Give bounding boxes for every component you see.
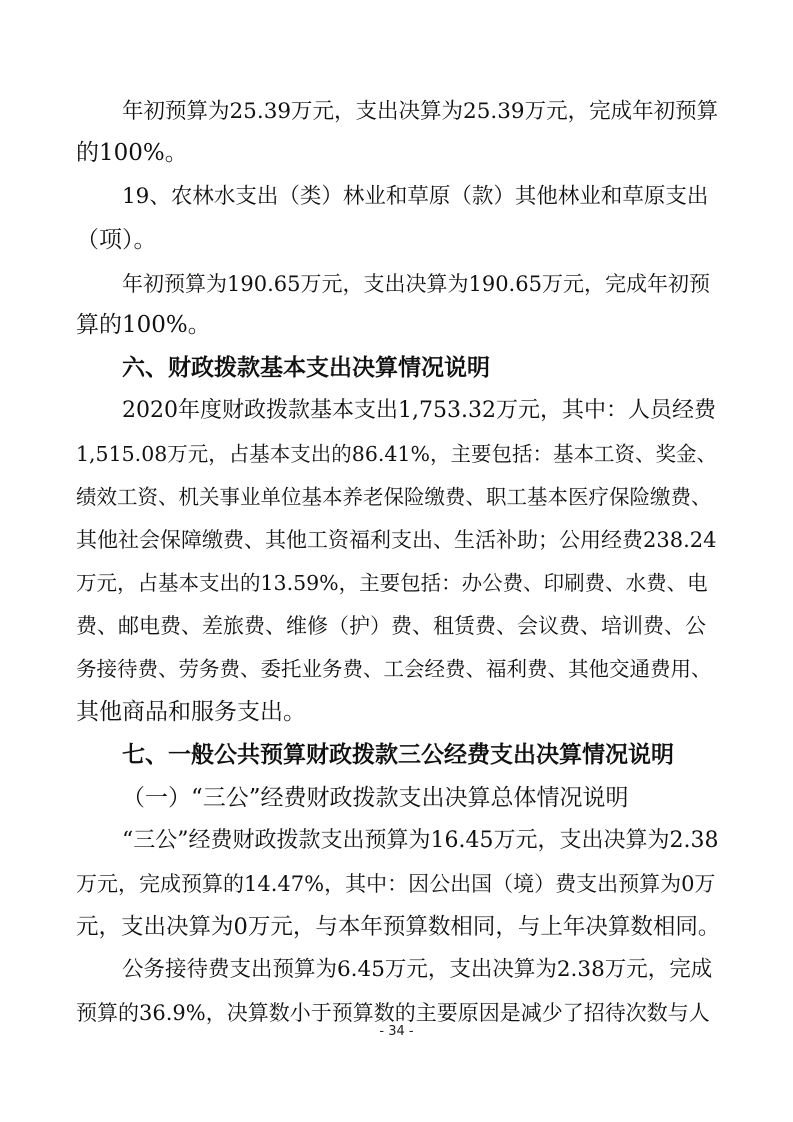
paragraph-line: 1,515.08万元，占基本支出的86.41%，主要包括：基本工资、奖金、 [76, 442, 717, 466]
page-number: - 34 - [379, 1024, 414, 1039]
paragraph-line: 的100%。 [76, 140, 188, 166]
paragraph-line: 公务接待费支出预算为6.45万元，支出决算为2.38万元，完成 [122, 957, 713, 982]
paragraph-line: （项）。 [76, 227, 157, 253]
paragraph-line: 费、邮电费、差旅费、维修（护）费、租赁费、会议费、培训费、公 [76, 614, 706, 638]
paragraph-line: 务接待费、劳务费、委托业务费、工会经费、福利费、其他交通费用、 [76, 657, 712, 681]
paragraph-line: 元，支出决算为0万元，与本年预算数相同，与上年决算数相同。 [76, 914, 721, 940]
paragraph-line: 2020年度财政拨款基本支出1,753.32万元，其中：人员经费 [122, 398, 716, 423]
paragraph-line: 万元，完成预算的14.47%，其中：因公出国（境）费支出预算为0万 [76, 872, 716, 896]
paragraph-line: 19、农林水支出（类）林业和草原（款）其他林业和草原支出 [122, 184, 709, 209]
paragraph-line: 绩效工资、机关事业单位基本养老保险缴费、职工基本医疗保险缴费、 [76, 485, 712, 509]
paragraph-line: 万元，占基本支出的13.59%，主要包括：办公费、印刷费、水费、电 [76, 571, 708, 595]
section-heading: 七、一般公共预算财政拨款三公经费支出决算情况说明 [122, 742, 674, 768]
paragraph-line: 年初预算为25.39万元，支出决算为25.39万元，完成年初预算 [122, 99, 719, 124]
paragraph-line: 算的100%。 [76, 312, 211, 338]
subsection-heading: （一）“三公”经费财政拨款支出决算总体情况说明 [122, 785, 629, 811]
paragraph-line: “三公”经费财政拨款支出预算为16.45万元，支出决算为2.38 [122, 828, 719, 853]
paragraph-line: 预算的36.9%，决算数小于预算数的主要原因是减少了招待次数与人 [76, 1001, 710, 1025]
section-heading: 六、财政拨款基本支出决算情况说明 [122, 355, 490, 381]
paragraph-line: 年初预算为190.65万元，支出决算为190.65万元，完成年初预 [122, 272, 710, 296]
paragraph-line: 其他社会保障缴费、其他工资福利支出、生活补助；公用经费238.24 [76, 528, 717, 552]
paragraph-line: 其他商品和服务支出。 [76, 699, 306, 725]
